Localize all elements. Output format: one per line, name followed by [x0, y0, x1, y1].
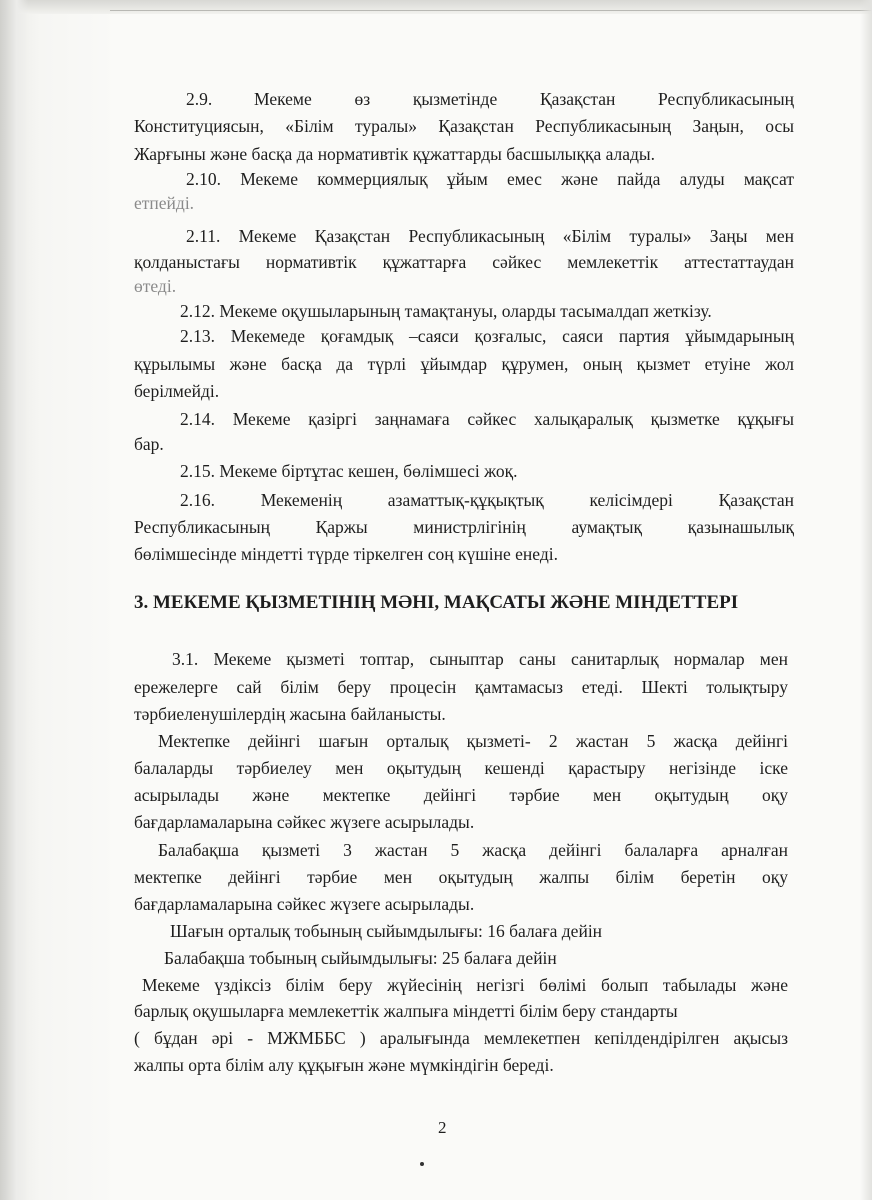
para-2-12-line-1: 2.12. Мекеме оқушыларының тамақтануы, оларды тасымалдап жеткізу. [180, 301, 712, 321]
para-mini-center-line-2: балаларды тәрбиелеу мен оқытудың кешенді қарастыру негізінде іске [134, 758, 788, 778]
para-mini-center-line-1: Мектепке дейінгі шағын орталық қызметі- 2 жастан 5 жасқа дейінгі [158, 731, 788, 751]
para-2-13-line-1: 2.13. Мекемеде қоғамдық –саяси қозғалыс, саяси партия ұйымдарының [180, 326, 794, 346]
scan-edge-right [860, 0, 872, 1200]
para-continuous-line-3: ( бұдан әрі - МЖМББС ) аралығында мемлекетпен кепілдендірілген ақысыз [134, 1028, 788, 1048]
para-3-1-line-3: тәрбиеленушілердің жасына байланысты. [134, 704, 446, 724]
para-kindergarten-line-1: Балабақша қызметі 3 жастан 5 жасқа дейінгі балаларға арналған [158, 840, 788, 860]
scan-speck [420, 1162, 424, 1166]
scan-edge-top [0, 0, 872, 14]
para-2-9-number: 2.9. [186, 89, 213, 109]
scan-edge-left [0, 0, 28, 1200]
para-2-11-line-2: қолданыстағы нормативтік құжаттарға сәйкес мемлекеттік аттестаттаудан [134, 252, 794, 272]
page-number: 2 [438, 1118, 447, 1137]
para-2-16-line-2: Республикасының Қаржы министрлігінің аумақтық қазынашылық [134, 517, 794, 537]
para-mini-center-line-3: асырылады және мектепке дейінгі тәрбие мен оқытудың оқу [134, 785, 788, 805]
para-continuous-line-1: Мекеме үздіксіз білім беру жүйесінің негізгі бөлімі болып табылады және [142, 975, 788, 995]
para-3-1-line-1: 3.1. Мекеме қызметі топтар, сыныптар саны санитарлық нормалар мен [172, 649, 788, 669]
para-2-14-line-1: 2.14. Мекеме қазіргі заңнамаға сәйкес халықаралық қызметке құқығы [180, 409, 794, 429]
capacity-kindergarten: Балабақша тобының сыйымдылығы: 25 балаға дейін [164, 948, 557, 968]
para-2-15-line-1: 2.15. Мекеме біртұтас кешен, бөлімшесі жоқ. [180, 461, 518, 481]
para-mini-center-line-4: бағдарламаларына сәйкес жүзеге асырылады. [134, 812, 475, 832]
para-2-11-line-3: өтеді. [134, 276, 177, 296]
para-2-9-line-2: Конституциясын, «Білім туралы» Қазақстан Республикасының Заңын, осы [134, 116, 794, 136]
capacity-mini-center: Шағын орталық тобының сыйымдылығы: 16 балаға дейін [170, 921, 603, 941]
para-continuous-line-2: барлық оқушыларға мемлекеттік жалпыға міндетті білім беру стандарты [134, 1001, 678, 1021]
section-3-heading: 3. МЕКЕМЕ ҚЫЗМЕТІНІҢ МӘНІ, МАҚСАТЫ ЖӘНЕ МІНДЕТТЕРІ [134, 592, 739, 613]
para-kindergarten-line-3: бағдарламаларына сәйкес жүзеге асырылады. [134, 894, 475, 914]
para-continuous-line-4: жалпы орта білім алу құқығын және мүмкіндігін береді. [134, 1055, 554, 1075]
para-kindergarten-line-2: мектепке дейінгі тәрбие мен оқытудың жалпы білім беретін оқу [134, 867, 788, 887]
para-2-9-line-3: Жарғыны және басқа да нормативтік құжаттарды басшылыққа алады. [134, 144, 656, 164]
para-2-13-line-3: берілмейді. [134, 381, 220, 401]
para-2-10-line-1: 2.10. Мекеме коммерциялық ұйым емес және пайда алуды мақсат [186, 169, 794, 189]
para-2-10-line-2: етпейді. [134, 193, 195, 213]
para-3-1-line-2: ережелерге сай білім беру процесін қамтамасыз етеді. Шекті толықтыру [134, 677, 788, 697]
para-2-11-line-1: 2.11. Мекеме Қазақстан Республикасының «Білім туралы» Заңы мен [186, 226, 794, 246]
para-2-13-line-2: құрылымы және басқа да түрлі ұйымдар құрумен, оның қызмет етуіне жол [134, 354, 794, 374]
scan-line-top [110, 10, 872, 11]
para-2-16-line-3: бөлімшесінде міндетті түрде тіркелген соң күшіне енеді. [134, 544, 558, 564]
para-2-16-line-1: 2.16. Мекеменің азаматтық-құқықтық келісімдері Қазақстан [180, 490, 794, 510]
para-2-14-line-2: бар. [134, 434, 164, 454]
para-2-9-line-1: Мекеме өз қызметінде Қазақстан Республикасының [254, 89, 794, 109]
